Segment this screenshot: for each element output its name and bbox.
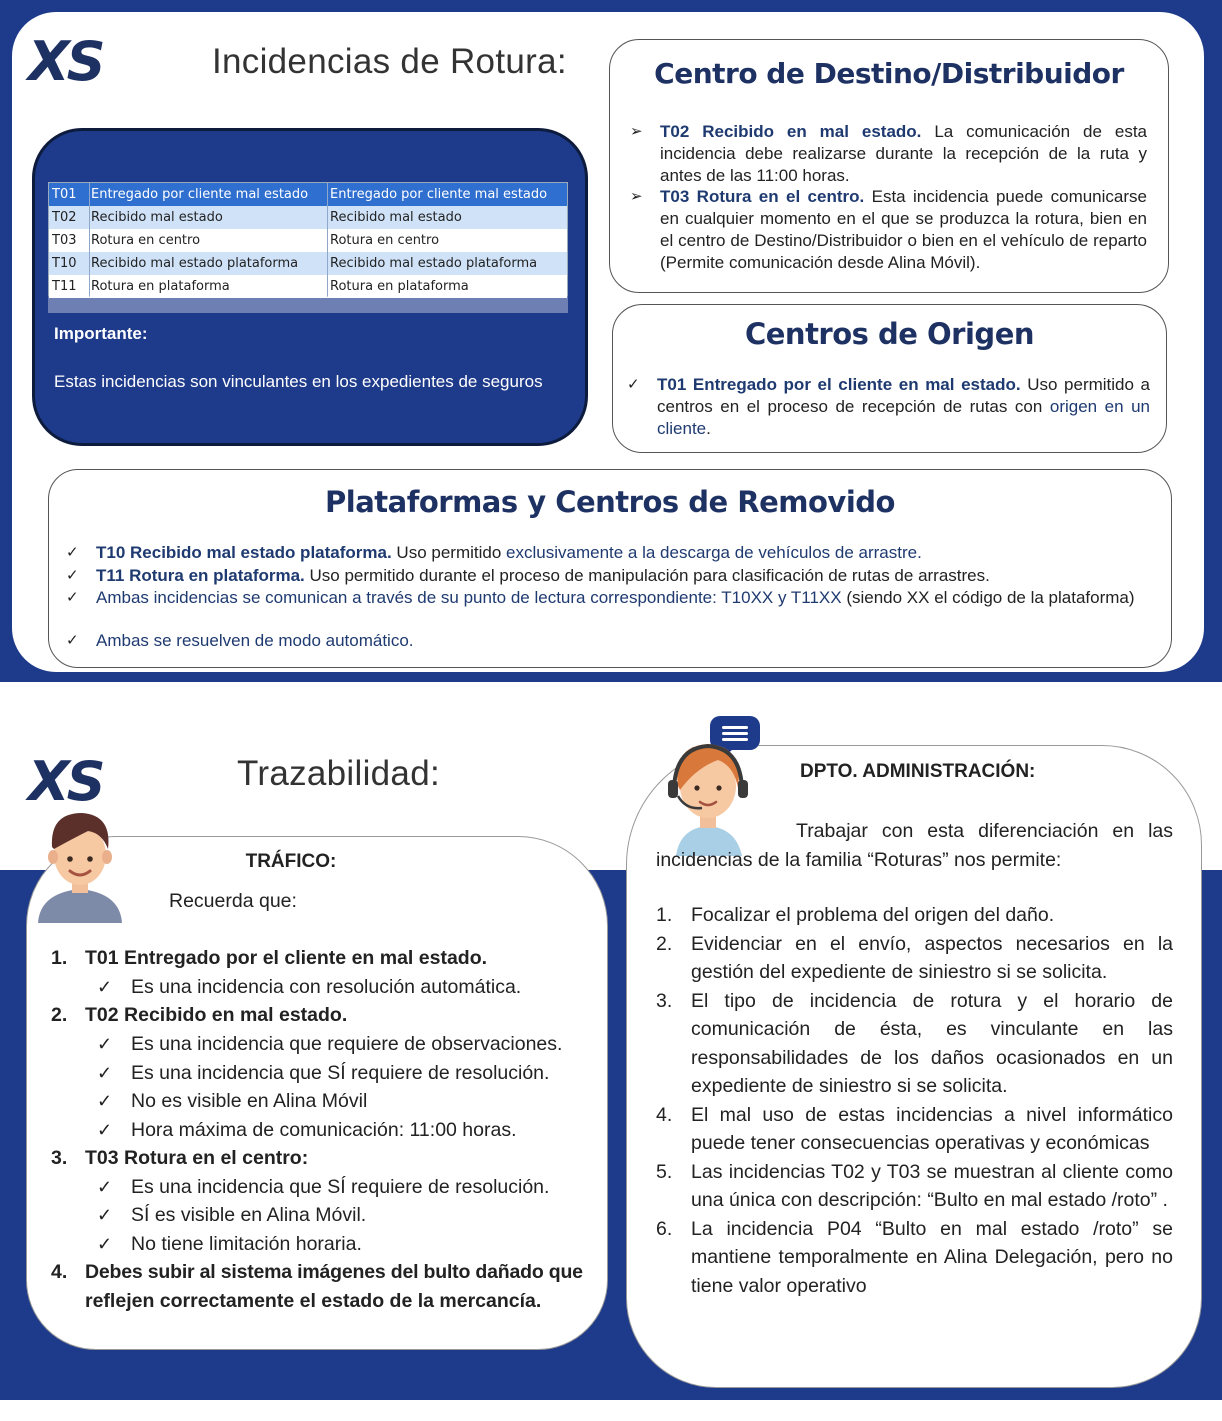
- check-item: ✓ No tiene limitación horaria.: [131, 1230, 362, 1259]
- check-item: ✓ No es visible en Alina Móvil: [131, 1087, 367, 1116]
- arrow-bullet-icon: ➢: [630, 123, 643, 140]
- check-icon: ✓: [97, 1091, 113, 1111]
- incidence-table: [48, 182, 568, 296]
- trafico-item-3: 3. T03 Rotura en el centro:: [51, 1147, 309, 1169]
- plataformas-item-t11: ✓ T11 Rotura en plataforma. Uso permitido durante el proceso de manipulación para clasificación de rutas de arrastres.: [66, 566, 990, 585]
- arrow-bullet-icon: ➢: [630, 188, 643, 205]
- admin-intro: Trabajar con esta diferenciación en las incidencias de la familia “Roturas” nos permite:: [656, 820, 1173, 871]
- xs-logo: XS: [28, 30, 103, 93]
- plataformas-title: Plataformas y Centros de Removido: [325, 485, 895, 519]
- list-item: 5. Las incidencias T02 y T03 se muestran al cliente como una única con descripción: “Bulto en mal estado /roto” .: [656, 1160, 1173, 1211]
- table-divider: [327, 183, 328, 297]
- table-reflection: [48, 296, 568, 314]
- check-item: ✓ SÍ es visible en Alina Móvil.: [131, 1201, 366, 1230]
- plataformas-item-t10: ✓ T10 Recibido mal estado plataforma. Uso permitido exclusivamente a la descarga de vehículos de arrastre.: [66, 543, 922, 562]
- slide-title: Incidencias de Rotura:: [212, 42, 567, 81]
- trafico-intro: Recuerda que:: [169, 890, 297, 912]
- check-item: ✓ Hora máxima de comunicación: 11:00 horas.: [131, 1116, 517, 1145]
- plataformas-item-codes: ✓ Ambas incidencias se comunican a través de su punto de lectura correspondiente: T10XX y T11XX (siendo XX el código de la plataforma): [66, 588, 1135, 607]
- importante-label: Importante:: [54, 324, 148, 343]
- trafico-item-1: 1. T01 Entregado por el cliente en mal estado.: [51, 947, 488, 969]
- check-icon: ✓: [97, 1205, 113, 1225]
- origen-item-t01: ✓ T01 Entregado por el cliente en mal estado. Uso permitido a centros en el proceso de recepción de rutas con origen en un cliente.: [627, 375, 1151, 438]
- list-item: 6. La incidencia P04 “Bulto en mal estado /roto” se mantiene temporalmente en Alina Delegación, pero no tiene valor operativo: [656, 1217, 1173, 1297]
- trafico-item-4: 4. Debes subir al sistema imágenes del bulto dañado que reflejen correctamente el estado de la mercancía.: [51, 1261, 583, 1312]
- trafico-item-2: 2. T02 Recibido en mal estado.: [51, 1004, 348, 1026]
- admin-list: [656, 901, 1173, 1300]
- plataformas-item-auto: ✓ Ambas se resuelven de modo automático.: [66, 631, 414, 650]
- check-icon: ✓: [97, 1120, 113, 1140]
- origen-title: Centros de Origen: [744, 317, 1035, 351]
- table-row[interactable]: T01 Entregado por cliente mal estado Entregado por cliente mal estado: [49, 183, 567, 206]
- table-row[interactable]: T02 Recibido mal estado Recibido mal estado: [49, 206, 567, 229]
- check-icon: ✓: [627, 376, 640, 393]
- xs-logo: XS: [28, 750, 103, 813]
- trafico-title: TRÁFICO:: [245, 851, 337, 872]
- check-icon: ✓: [97, 1034, 113, 1054]
- destino-title: Centro de Destino/Distribuidor: [654, 57, 1124, 90]
- table-row[interactable]: T11 Rotura en plataforma Rotura en plataforma: [49, 275, 567, 298]
- check-item: ✓ Es una incidencia que SÍ requiere de resolución.: [131, 1059, 549, 1088]
- list-item: 3. El tipo de incidencia de rotura y el horario de comunicación de ésta, es vinculante en las responsabilidades de los daños ocasionados en un expediente de siniestro si se solicita.: [656, 989, 1173, 1097]
- list-item: 1. Focalizar el problema del origen del daño.: [656, 904, 1055, 926]
- destino-item-t03: ➢ T03 Rotura en el centro. Esta incidencia puede comunicarse en cualquier momento en el que se produzca la rotura, bien en el centro de Destino/Distribuidor o bien en el vehículo de reparto (Permite comunicación desde Alina Móvil).: [630, 187, 1147, 272]
- check-icon: ✓: [66, 589, 79, 606]
- list-item: 2. Evidenciar en el envío, aspectos necesarios en la gestión del expediente de siniestro si se solicita.: [656, 932, 1173, 983]
- list-item: 4. El mal uso de estas incidencias a nivel informático puede tener consecuencias operativas y económicas: [656, 1103, 1173, 1154]
- check-icon: ✓: [97, 1177, 113, 1197]
- check-icon: ✓: [66, 544, 79, 561]
- admin-title: DPTO. ADMINISTRACIÓN:: [800, 761, 1036, 782]
- table-divider: [89, 183, 90, 297]
- destino-item-t02: ➢ T02 Recibido en mal estado. La comunicación de esta incidencia debe realizarse durante la recepción de la ruta y antes de las 11:00 horas.: [630, 122, 1147, 185]
- table-row[interactable]: T10 Recibido mal estado plataforma Recibido mal estado plataforma: [49, 252, 567, 275]
- check-icon: ✓: [66, 567, 79, 584]
- table-row[interactable]: T03 Rotura en centro Rotura en centro: [49, 229, 567, 252]
- check-icon: ✓: [97, 1234, 113, 1254]
- slide-trazabilidad: [0, 700, 1222, 1400]
- slide-incidencias: [0, 0, 1222, 682]
- check-icon: ✓: [66, 632, 79, 649]
- check-item: ✓ Es una incidencia que requiere de observaciones.: [131, 1030, 562, 1059]
- slide-title: Trazabilidad:: [237, 754, 440, 793]
- importante-text: Estas incidencias son vinculantes en los expedientes de seguros: [54, 372, 543, 391]
- check-icon: ✓: [97, 977, 113, 997]
- check-item: ✓ Es una incidencia con resolución automática.: [131, 973, 521, 1002]
- check-item: ✓ Es una incidencia que SÍ requiere de resolución.: [131, 1173, 549, 1202]
- check-icon: ✓: [97, 1063, 113, 1083]
